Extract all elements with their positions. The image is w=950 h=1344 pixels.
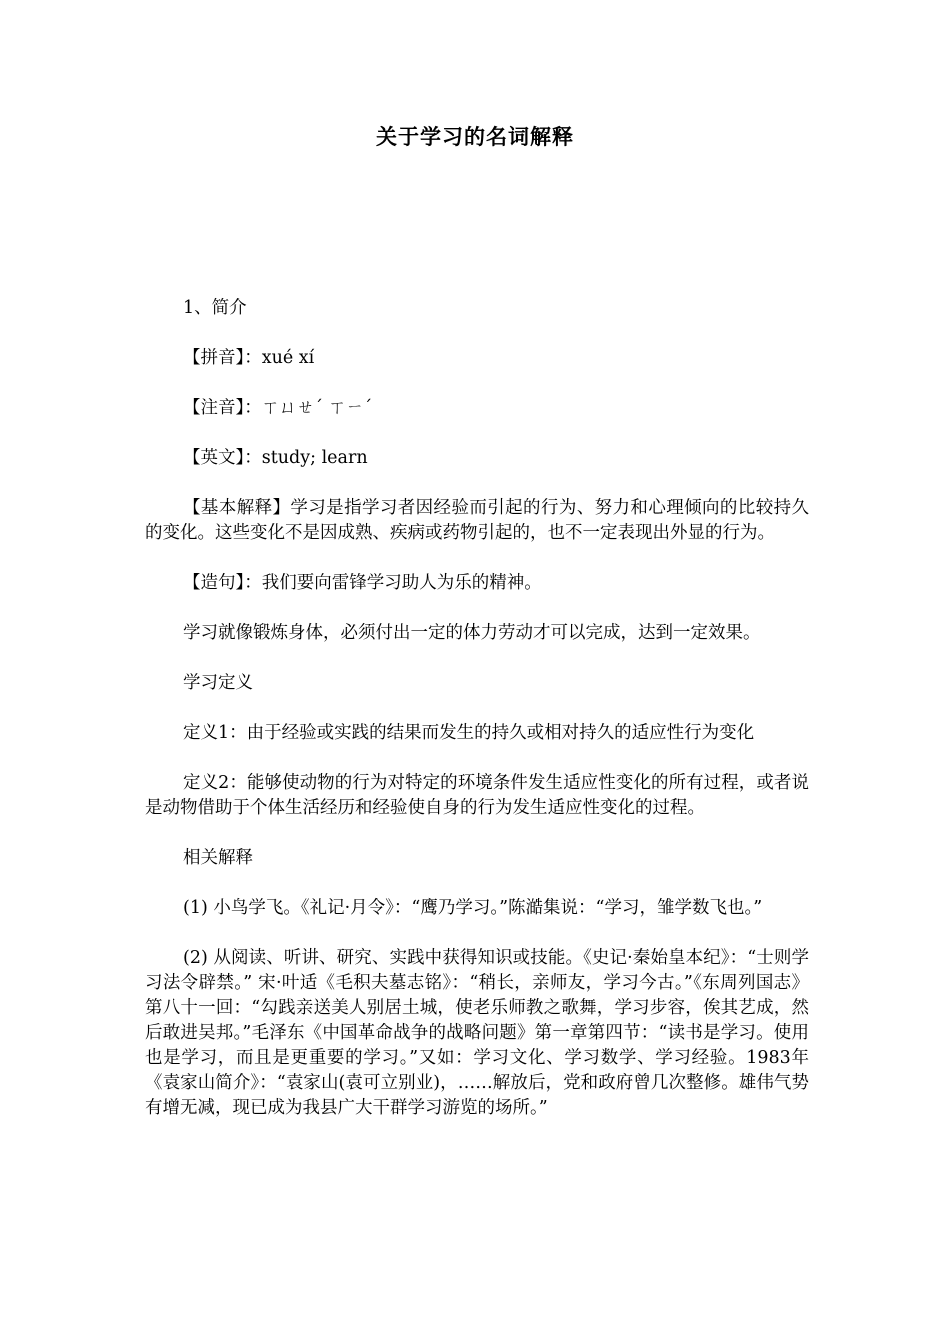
definition-2-paragraph: 定义2：能够使动物的行为对特定的环境条件发生适应性变化的所有过程，或者说是动物借助于个体生活经历和经验使自身的行为发生适应性变化的过程。 (145, 773, 809, 818)
example-sentence-line: 【造句】：我们要向雷锋学习助人为乐的精神。 (183, 573, 542, 593)
related-explanation-1: (1) 小鸟学飞。《礼记·月令》：“鹰乃学习。”陈澔集说：“学习，雏学数飞也。” (183, 898, 763, 918)
analogy-paragraph: 学习就像锻炼身体，必须付出一定的体力劳动才可以完成，达到一定效果。 (183, 623, 761, 643)
definition-1-paragraph: 定义1：由于经验或实践的结果而发生的持久或相对持久的适应性行为变化 (183, 723, 755, 743)
related-explanation-2: (2) 从阅读、听讲、研究、实践中获得知识或技能。《史记·秦始皇本纪》：“士则学习法令辟禁。” 宋·叶适《毛积夫墓志铭》：“稍长，亲师友，学习今古。”《东周列国志》第八十一回：“勾践亲送美人别居土城，使老乐师教之歌舞，学习步容，俟其艺成，然后敢进吴邦。”毛泽东《中国革命战争的战略问题》第一章第四节：“读书是学习。使用也是学习，而且是更重要的学习。”又如：学习文化、学习数学、学习经验。1983年《袁家山简介》：“袁家山(袁可立别业)，……解放后，党和政府曾几次整修。雄伟气势有增无减，现已成为我县广大干群学习游览的场所。” (145, 948, 809, 1118)
section-heading-related: 相关解释 (183, 848, 253, 868)
section-heading-definition: 学习定义 (183, 673, 253, 693)
section-heading-intro: 1、简介 (183, 298, 247, 318)
english-line: 【英文】：study; learn (183, 448, 368, 468)
document-title: 关于学习的名词解释 (376, 124, 574, 149)
document-body (145, 296, 809, 1146)
pinyin-line: 【拼音】：xué xí (183, 348, 315, 368)
basic-definition-paragraph: 【基本解释】学习是指学习者因经验而引起的行为、努力和心理倾向的比较持久的变化。这些变化不是因成熟、疾病或药物引起的，也不一定表现出外显的行为。 (145, 498, 809, 543)
zhuyin-line: 【注音】：ㄒㄩㄝˊ ㄒㄧˊ (183, 398, 373, 418)
